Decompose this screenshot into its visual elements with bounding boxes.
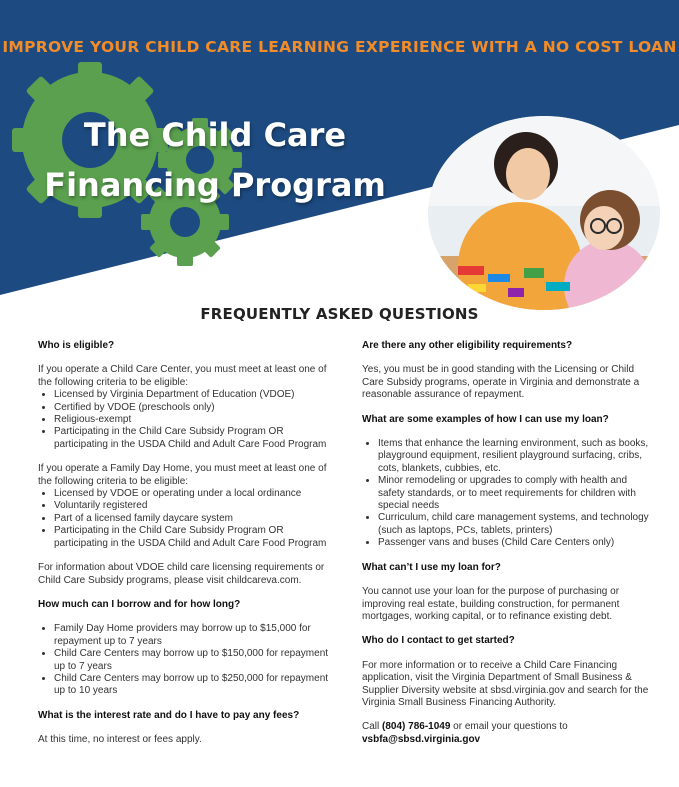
list-item: • Licensed by VDOE or operating under a local ordinance [54, 488, 333, 500]
list-item: • Part of a licensed family daycare system [54, 513, 333, 525]
home-intro: If you operate a Family Day Home, you must meet at least one of the following criteria to be eligible: [38, 463, 327, 487]
question-contact: Who do I contact to get started? [362, 635, 515, 647]
examples-list [362, 438, 652, 550]
email-link[interactable]: vsbfa@sbsd.virginia.gov [362, 733, 481, 745]
other-answer: Yes, you must be in good standing with the Licensing or Child Care Subsidy programs, operate in Virginia and demonstrate a reasonable assurance of repayment. [362, 364, 640, 401]
list-item: • Curriculum, child care management systems, and technology (such as laptops, PCs, tablets, printers) [378, 512, 652, 537]
title-line-2: Financing Program [44, 166, 386, 204]
list-item: • Participating in the Child Care Subsidy Program OR participating in the USDA Child and Adult Care Food Program [54, 525, 333, 550]
home-criteria-list [38, 488, 333, 550]
question-cant-use: What can’t I use my loan for? [362, 561, 501, 573]
question-other-requirements: Are there any other eligibility requirements? [362, 340, 573, 351]
phone-number[interactable]: (804) 786-1049 [382, 721, 451, 733]
list-item: • Passenger vans and buses (Child Care Centers only) [378, 537, 652, 549]
list-item: • Religious-exempt [54, 414, 333, 426]
call-suffix: or email your questions to [450, 721, 568, 733]
center-intro: If you operate a Child Care Center, you must meet at least one of the following criteria to be eligible: [38, 364, 327, 388]
list-item: • Certified by VDOE (preschools only) [54, 402, 333, 414]
tagline: IMPROVE YOUR CHILD CARE LEARNING EXPERIENCE WITH A NO COST LOAN [2, 38, 677, 56]
contact-answer: For more information or to receive a Child Care Financing application, visit the Virginia Department of Small Business & Supplier Diversity website at sbsd.virginia.gov and search for the Virginia Small Business Financing Authority. [362, 659, 649, 708]
list-item: • Licensed by Virginia Department of Education (VDOE) [54, 389, 333, 401]
list-item: • Family Day Home providers may borrow up to $15,000 for repayment up to 7 years [54, 623, 333, 648]
faq-left-column [38, 340, 333, 747]
title-line-1: The Child Care [83, 116, 347, 154]
list-item: • Child Care Centers may borrow up to $150,000 for repayment up to 7 years [54, 648, 333, 673]
question-eligible: Who is eligible? [38, 340, 115, 351]
cant-answer: You cannot use your loan for the purpose of purchasing or improving real estate, building construction, for permanent mortgages, working capital, or to refinance existing debt. [362, 586, 620, 622]
list-item: • Participating in the Child Care Subsidy Program OR participating in the USDA Child and Adult Care Food Program [54, 426, 333, 451]
call-prefix: Call [362, 721, 383, 733]
faq-right-column [362, 340, 652, 746]
interest-answer: At this time, no interest or fees apply. [38, 734, 202, 746]
program-title [0, 110, 430, 210]
question-interest: What is the interest rate and do I have to pay any fees? [38, 709, 300, 721]
teacher-child-photo [428, 116, 660, 310]
borrow-list [38, 623, 333, 697]
contact-call [362, 721, 652, 746]
list-item: • Child Care Centers may borrow up to $250,000 for repayment up to 10 years [54, 673, 333, 698]
list-item: • Minor remodeling or upgrades to comply with health and safety standards, or to meet requirements for children with special needs [378, 475, 652, 512]
list-item: • Items that enhance the learning environment, such as books, playground equipment, resilient playground surfacing, cribs, cots, blankets, cubbies, etc. [378, 438, 652, 475]
vdoe-info: For information about VDOE child care licensing requirements or Child Care Subsidy programs, please visit childcareva.com. [38, 562, 325, 586]
faq-heading: FREQUENTLY ASKED QUESTIONS [200, 305, 479, 323]
list-item: • Voluntarily registered [54, 500, 333, 512]
question-borrow: How much can I borrow and for how long? [38, 598, 241, 610]
center-criteria-list [38, 389, 333, 451]
question-examples: What are some examples of how I can use my loan? [362, 413, 609, 425]
